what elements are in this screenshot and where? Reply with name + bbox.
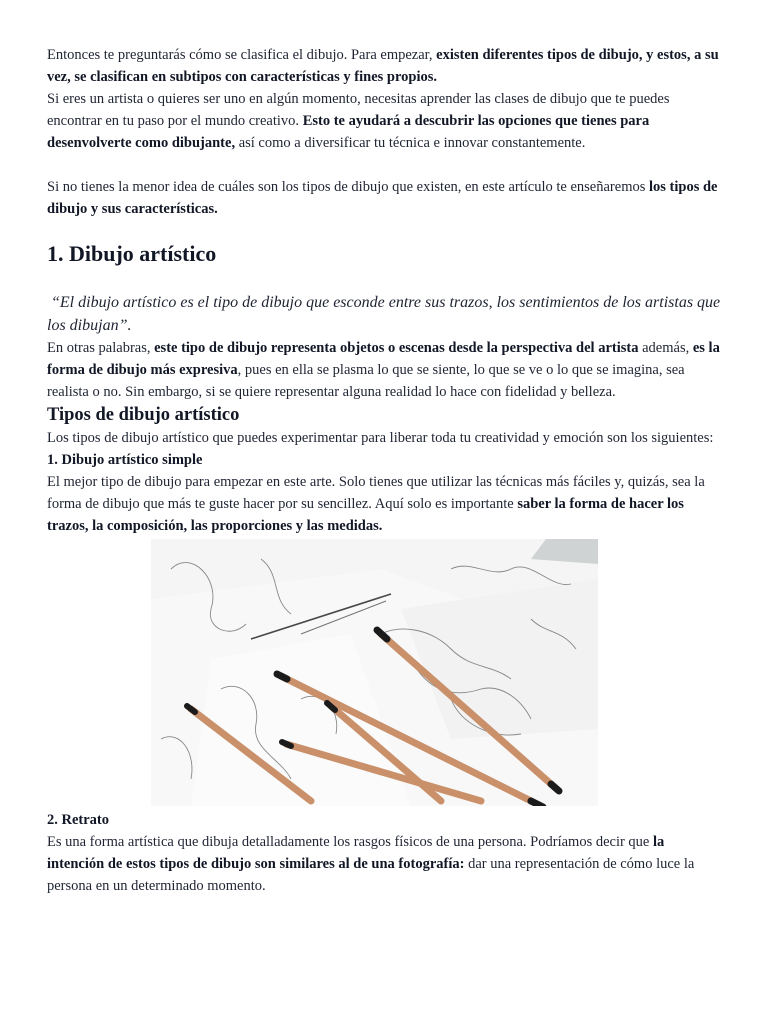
- intro-p2-text: Si eres un artista o quieres ser uno en algún momento, necesitas aprender las clases de dibujo que te puedes encontrar en tu paso por el mundo creativo.: [47, 91, 670, 129]
- heading-dibujo-simple: 1. Dibujo artístico simple: [47, 452, 203, 468]
- artistic-drawing-quote: “El dibujo artístico es el tipo de dibujo que esconde entre sus trazos, los sentimientos de los artistas que los dibujan”.: [47, 294, 721, 334]
- sketches-and-pencils-image: [151, 539, 598, 806]
- intro-p1-text: Entonces te preguntarás cómo se clasifica el dibujo. Para empezar,: [47, 47, 437, 63]
- intro-p2-tail: así como a diversificar tu técnica e innovar constantemente.: [235, 135, 586, 151]
- tipos-paragraph: Los tipos de dibujo artístico que puedes experimentar para liberar toda tu creatividad y emoción son los siguientes:: [47, 430, 714, 446]
- article: [47, 44, 723, 897]
- intro-paragraph-3: [47, 176, 723, 220]
- section1-text-e: , pues en ella se plasma lo que se siente, lo que se ve o lo que se imagina, sea realista o no. Sin embargo, si se quiere representar alguna realidad lo hace con fidelidad y belleza.: [47, 362, 685, 400]
- simple-paragraph: [47, 471, 723, 537]
- section1-paragraph: [47, 337, 723, 403]
- section1-bold-b: este tipo de dibujo representa objetos o escenas desde la perspectiva del artista: [154, 340, 639, 356]
- simple-bold: saber la forma de hacer los trazos, la composición, las proporciones y las medidas.: [47, 496, 684, 534]
- section1-text-c: además,: [638, 340, 693, 356]
- pencils-illustration: [151, 539, 598, 806]
- intro-p3-text: Si no tienes la menor idea de cuáles son los tipos de dibujo que existen, en este artículo te enseñaremos: [47, 179, 649, 195]
- heading-retrato: 2. Retrato: [47, 812, 110, 828]
- intro-paragraph-1: [47, 44, 723, 88]
- retrato-paragraph: [47, 831, 723, 897]
- section1-bold-d: es la forma de dibujo más expresiva: [47, 340, 720, 378]
- intro-paragraph-2: [47, 88, 723, 154]
- retrato-tail: dar una representación de cómo luce la persona en un determinado momento.: [47, 856, 695, 894]
- section1-text-a: En otras palabras,: [47, 340, 155, 356]
- retrato-bold: la intención de estos tipos de dibujo son similares al de una fotografía:: [47, 834, 665, 872]
- intro-p2-bold: Esto te ayudará a descubrir las opciones que tienes para desenvolverte como dibujante,: [47, 113, 650, 151]
- intro-p3-bold: los tipos de dibujo y sus características.: [47, 179, 718, 217]
- retrato-text: Es una forma artística que dibuja detalladamente los rasgos físicos de una persona. Podríamos decir que: [47, 834, 653, 850]
- simple-text: El mejor tipo de dibujo para empezar en este arte. Solo tienes que utilizar las técnicas más fáciles y, quizás, sea la forma de dibujo que más te guste hacer por su sencillez. Aquí solo es importante: [47, 474, 705, 512]
- subheading-tipos: Tipos de dibujo artístico: [47, 405, 240, 425]
- section-heading-dibujo-artistico: 1. Dibujo artístico: [47, 241, 217, 266]
- intro-p1-bold: existen diferentes tipos de dibujo, y estos, a su vez, se clasifican en subtipos con características y fines propios.: [47, 47, 719, 85]
